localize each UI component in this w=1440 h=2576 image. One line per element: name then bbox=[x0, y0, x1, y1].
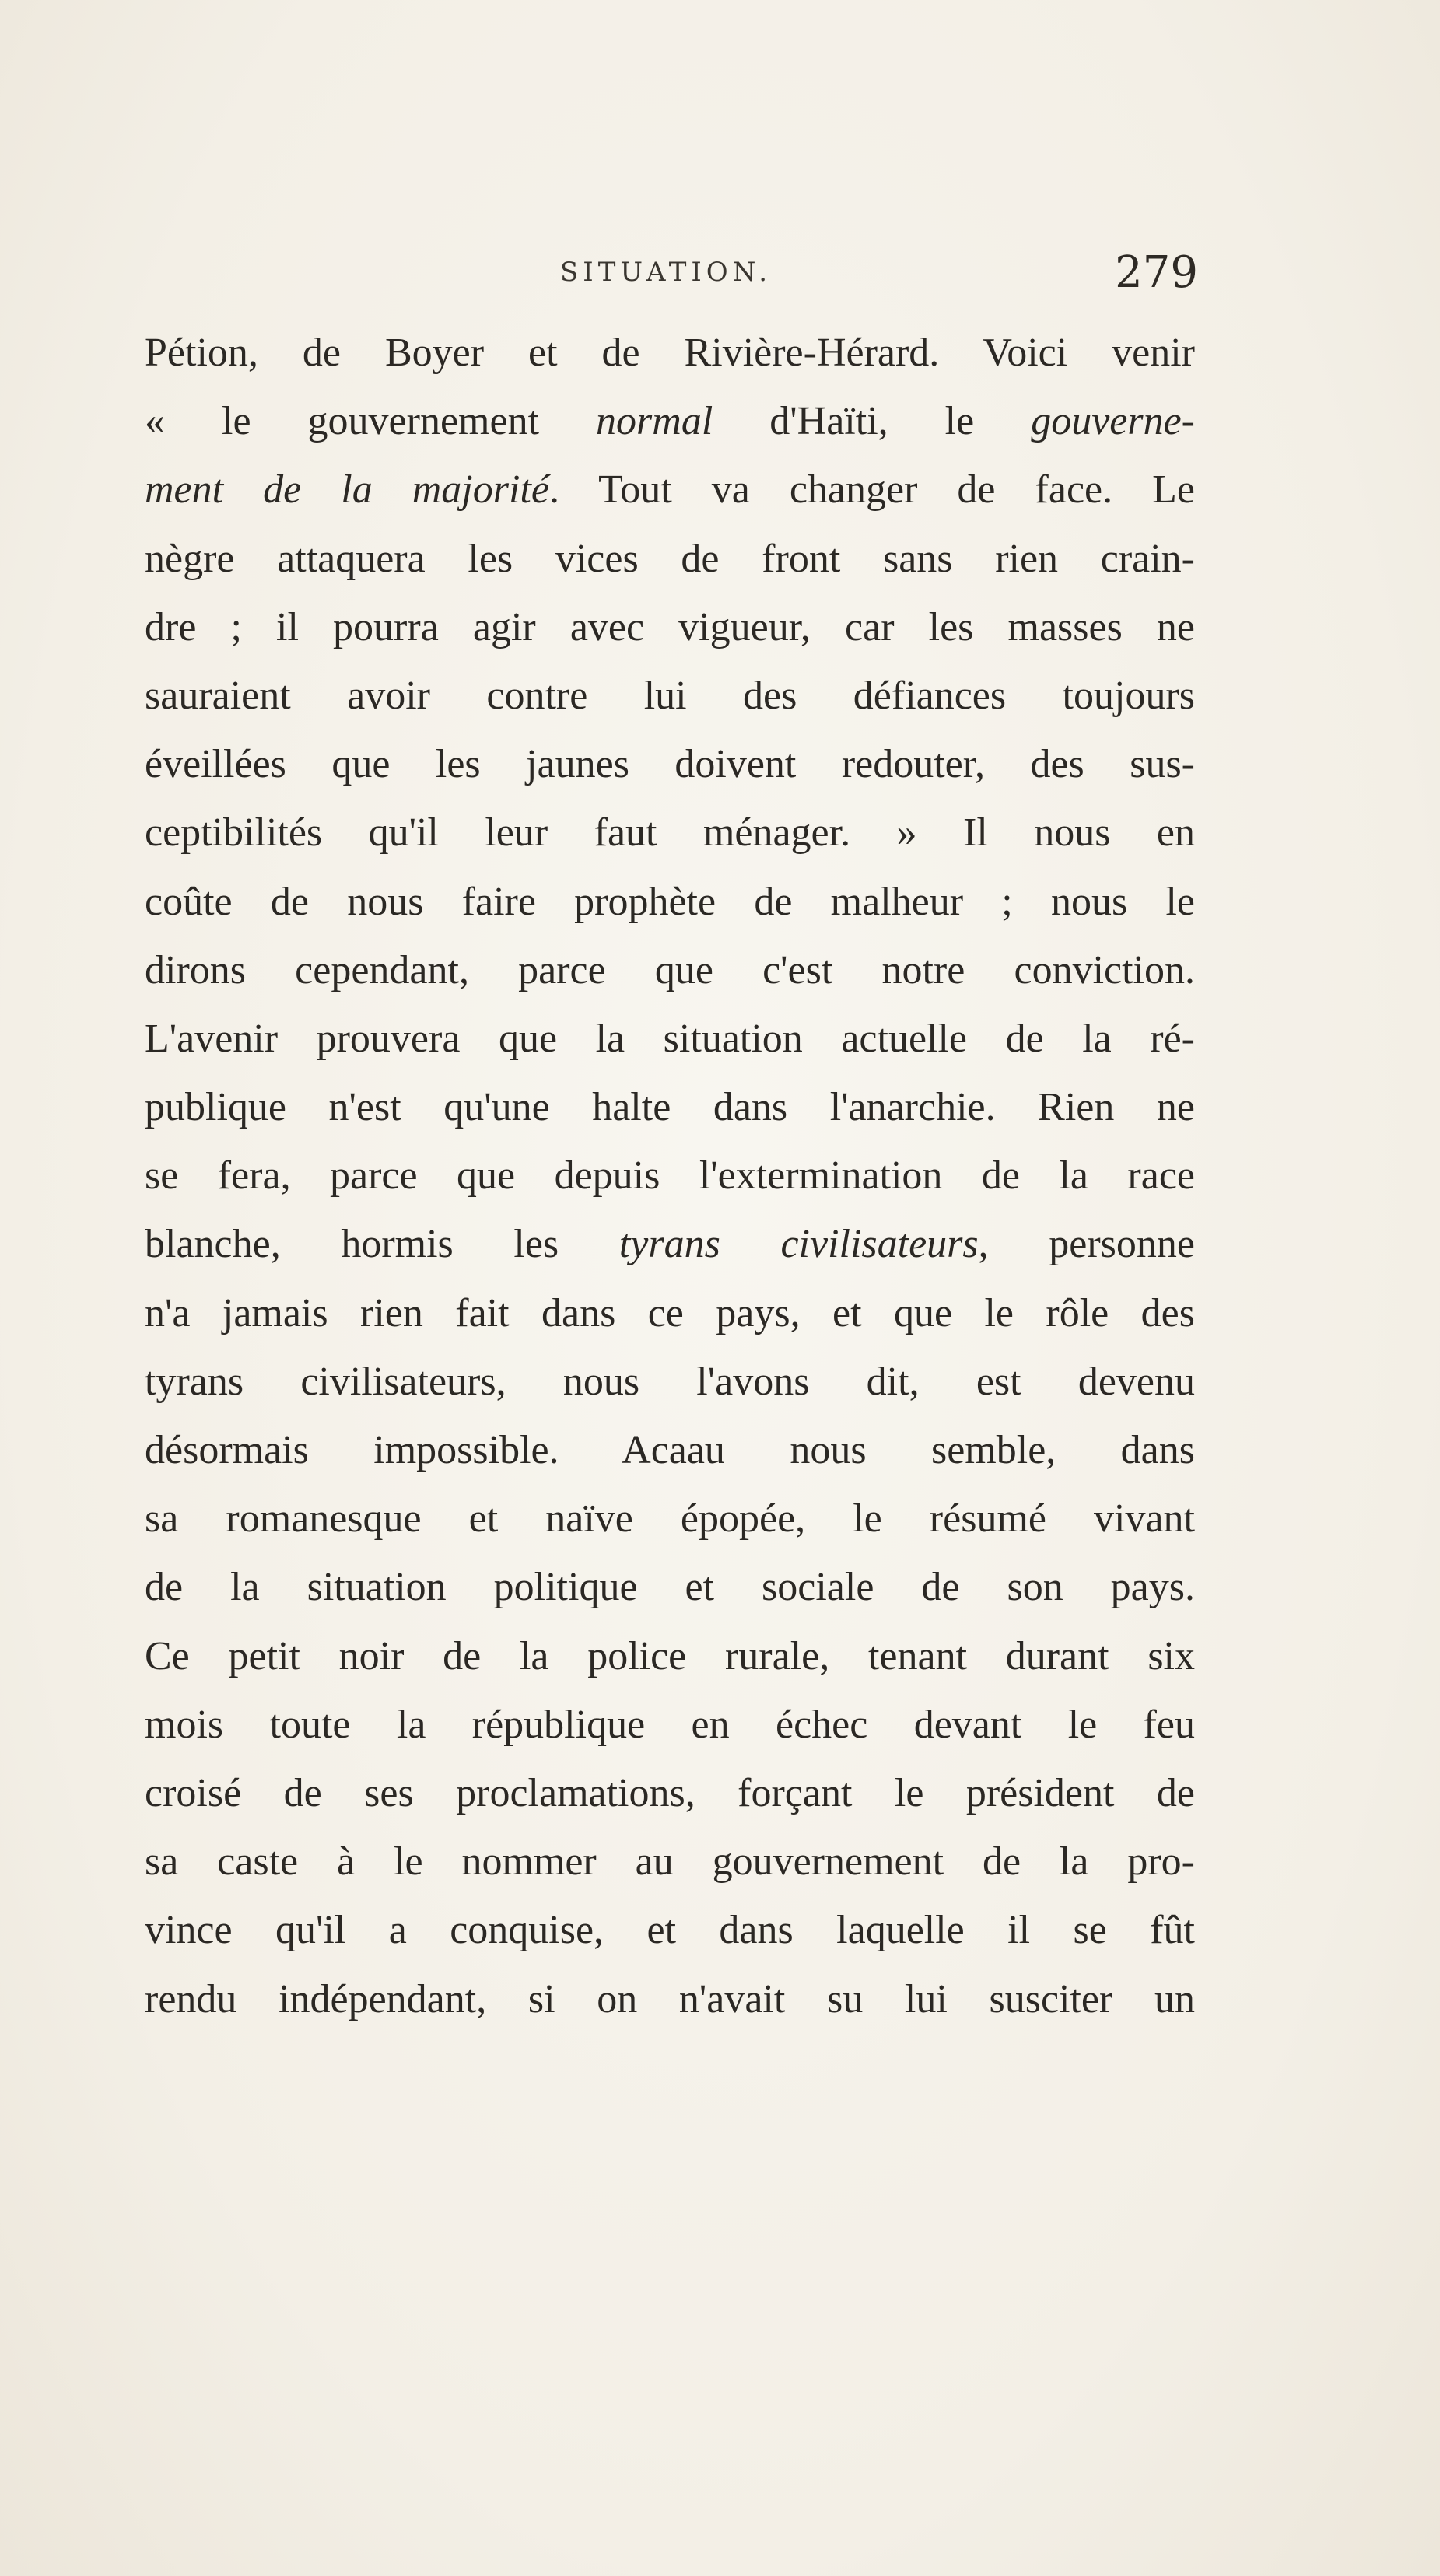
text-line: croisé de ses proclamations, forçant le président de bbox=[145, 1770, 1195, 1815]
text-line: mois toute la république en échec devant le feu bbox=[145, 1702, 1195, 1747]
text-line: dre ; il pourra agir avec vigueur, car les masses ne bbox=[145, 604, 1195, 649]
text-line: ceptibilités qu'il leur faut ménager. » Il nous en bbox=[145, 810, 1195, 856]
text-line: désormais impossible. Acaau nous semble, dans bbox=[145, 1428, 1195, 1472]
body-text bbox=[145, 319, 1195, 2034]
text-line: n'a jamais rien fait dans ce pays, et que le rôle des bbox=[145, 1290, 1195, 1335]
text-line: nègre attaquera les vices de front sans rien crain- bbox=[145, 536, 1195, 581]
text-line: publique n'est qu'une halte dans l'anarchie. Rien ne bbox=[145, 1085, 1195, 1130]
text-line: blanche, hormis les tyrans civilisateurs, personne bbox=[145, 1222, 1195, 1267]
page-header bbox=[140, 247, 1198, 310]
text-line: sa romanesque et naïve épopée, le résumé vivant bbox=[145, 1496, 1195, 1542]
text-line: Ce petit noir de la police rurale, tenant durant six bbox=[145, 1633, 1195, 1678]
text-line: rendu indépendant, si on n'avait su lui susciter un bbox=[145, 1976, 1195, 2021]
text-line: éveillées que les jaunes doivent redouter, des sus- bbox=[145, 742, 1195, 787]
text-line: vince qu'il a conquise, et dans laquelle il se fût bbox=[145, 1908, 1195, 1953]
text-line: ment de la majorité. Tout va changer de face. Le bbox=[145, 467, 1195, 513]
text-line: « le gouvernement normal d'Haïti, le gouverne- bbox=[145, 399, 1195, 444]
text-line: sauraient avoir contre lui des défiances toujours bbox=[145, 673, 1195, 718]
text-line: Pétion, de Boyer et de Rivière-Hérard. Voici venir bbox=[145, 331, 1195, 375]
running-head: SITUATION. bbox=[560, 257, 773, 288]
text-line: se fera, parce que depuis l'extermination de la race bbox=[145, 1153, 1195, 1199]
text-line: de la situation politique et sociale de son pays. bbox=[145, 1565, 1195, 1610]
text-line: dirons cependant, parce que c'est notre conviction. bbox=[145, 947, 1195, 992]
page-number: 279 bbox=[1115, 247, 1198, 298]
text-line: sa caste à le nommer au gouvernement de la pro- bbox=[145, 1839, 1195, 1885]
text-line: coûte de nous faire prophète de malheur ; nous le bbox=[145, 879, 1195, 924]
text-line: L'avenir prouvera que la situation actuelle de la ré- bbox=[145, 1016, 1195, 1061]
text-line: tyrans civilisateurs, nous l'avons dit, est devenu bbox=[145, 1359, 1195, 1404]
